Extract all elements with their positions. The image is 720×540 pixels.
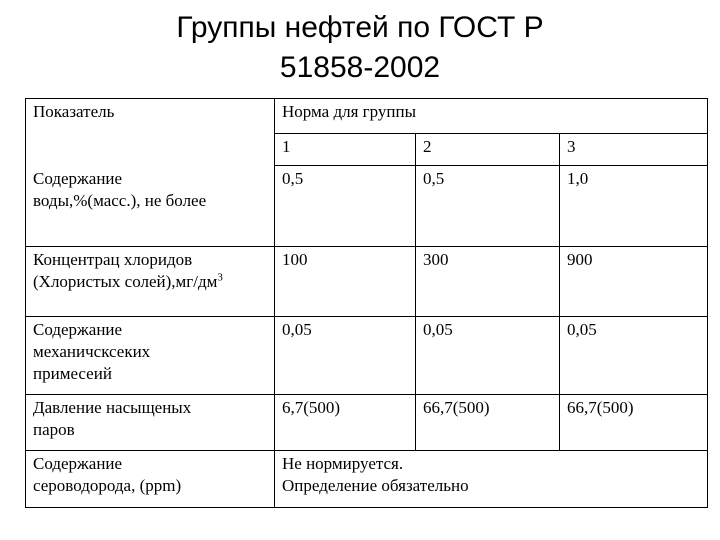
value-group-2: 0,5 [416,166,560,247]
value-group-2: 0,05 [416,317,560,395]
value-group-3: 0,05 [560,317,708,395]
table-row-impurities [26,317,708,395]
value-group-2: 66,7(500) [416,395,560,451]
header-group-3: 3 [560,134,708,166]
value-group-3: 900 [560,247,708,317]
header-norm: Норма для группы [275,99,708,134]
superscript: 3 [217,271,223,284]
value-group-3: 1,0 [560,166,708,247]
value-group-1: 6,7(500) [275,395,416,451]
row-label: Концентрац хлоридов (Хлористых $солей),мг/дм^3$ [26,247,275,317]
merged-value: Не нормируется. Определение обязательно [275,451,708,508]
table-row-water [26,166,708,247]
row-label: Содержание воды,%(масс.), не более [26,166,275,247]
value-group-3: 66,7(500) [560,395,708,451]
slide-title [0,8,720,88]
title-line-1: Группы нефтей по ГОСТ Р [176,11,544,44]
table-row-vapor-pressure [26,395,708,451]
oil-groups-table [25,98,708,508]
row-label: Содержание сероводорода, (ppm) [26,451,275,508]
value-group-1: 0,5 [275,166,416,247]
header-group-2: 2 [416,134,560,166]
value-group-1: 100 [275,247,416,317]
row-label: Давление насыщеных паров [26,395,275,451]
table-header-row [26,99,708,134]
table-group-numbers-row [26,134,708,166]
header-group-1: 1 [275,134,416,166]
title-line-2: 51858-2002 [279,51,441,84]
value-group-1: 0,05 [275,317,416,395]
table-row-hydrogen-sulfide [26,451,708,508]
table-row-chlorides [26,247,708,317]
header-indicator: Показатель [26,99,275,134]
row-label: Содержание механичсксеких примесеий [26,317,275,395]
value-group-2: 300 [416,247,560,317]
